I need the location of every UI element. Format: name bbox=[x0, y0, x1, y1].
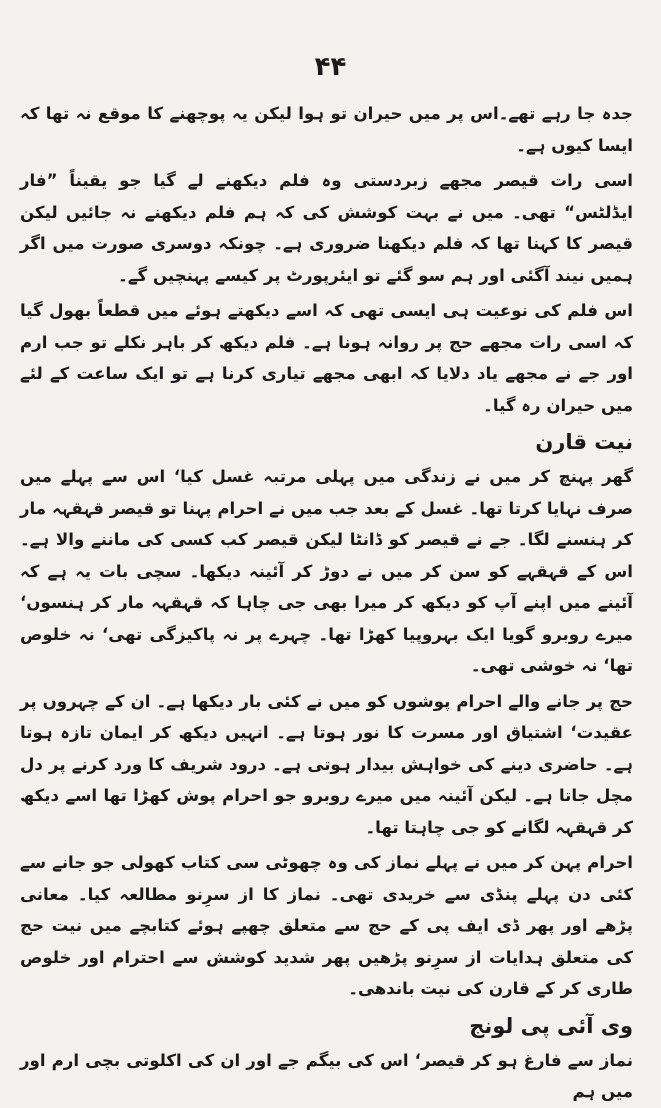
paragraph: جدہ جا رہے تھے۔اس پر میں حیران تو ہوا لیکن یہ پوچھنے کا موقع نہ تھا کہ ایسا کیوں ہے۔ bbox=[20, 104, 633, 155]
section-heading: نیت قارن bbox=[535, 430, 633, 454]
paragraph: اسی رات قیصر مجھے زبردستی وہ فلم دیکھنے لے گیا جو یقیناً ”فار ایڈلٹس“ تھی۔ میں نے بہت کوشش کی کہ ہم فلم دیکھنے نہ جائیں لیکن قیصر کا کہنا تھا کہ فلم دیکھنا ضروری ہے۔ چونکہ دوسری صورت میں اگر ہمیں نیند آگئی اور ہم سو گئے تو ایئرپورٹ پر کیسے پہنچیں گے۔ bbox=[20, 171, 633, 285]
page-content bbox=[20, 98, 633, 1108]
paragraph: احرام پہن کر میں نے پہلے نماز کی وہ چھوٹی سی کتاب کھولی جو جانے سے کئی دن پہلے پنڈی سے خریدی تھی۔ نماز کا از سرِنو مطالعہ کیا۔ معانی پڑھے اور پھر ڈی ایف پی کے حج سے متعلق چھپے ہوئے کتابچے میں نیت حج کی متعلق ہدایات از سرِنو پڑھیں پھر شدید کوشش سے احترام اور خلوص طاری کر کے قارن کی نیت باندھی۔ bbox=[20, 853, 633, 998]
section-heading: وی آئی پی لونج bbox=[469, 1013, 633, 1038]
paragraph: حج پر جانے والے احرام پوشوں کو میں نے کئی بار دیکھا ہے۔ ان کے چہروں پر عقیدت‘ اشتیاق اور مسرت کا نور ہوتا ہے۔ انہیں دیکھ کر ایمان تازہ ہوتا ہے۔ حاضری دینے کی خواہش بیدار ہوتی ہے۔ درود شریف کا ورد کرنے پر دل مچل جاتا ہے۔ لیکن آئینہ میں میرے روبرو جو احرام پوش کھڑا تھا اسے دیکھ کر قہقہہ لگانے کو جی چاہتا تھا۔ bbox=[20, 691, 633, 837]
paragraph: گھر پہنچ کر میں نے زندگی میں پہلی مرتبہ غسل کیا‘ اس سے پہلے میں صرف نہایا کرتا تھا۔ غسل کے بعد جب میں نے احرام پہنا تو قیصر قہقہہ مار کر ہنسنے لگا۔ جے نے قیصر کو ڈانٹا لیکن قیصر کب کسی کی ماننے والا ہے۔ اس کے قہقہے کو سن کر میں نے دوڑ کر آئینہ دیکھا۔ سچی بات یہ ہے کہ آئینے میں اپنے آپ کو دیکھ کر میرا بھی جی چاہا کہ قہقہہ مار کر ہنسوں‘ میرے روبرو گویا ایک بہروپیا کھڑا تھا۔ چہرے پر نہ پاکیزگی تھی‘ نہ خلوص تھا‘ نہ خوشی تھی۔ bbox=[20, 467, 633, 675]
paragraph: اس فلم کی نوعیت ہی ایسی تھی کہ اسے دیکھتے ہوئے میں قطعاً بھول گیا کہ اسی رات مجھے حج پر روانہ ہونا ہے۔ فلم دیکھ کر باہر نکلے تو جب ارم اور جے نے مجھے یاد دلایا کہ ابھی مجھے تیاری کرنا ہے تو ایک ساعت کے لئے میں حیران رہ گیا۔ bbox=[20, 301, 633, 415]
paragraph: نماز سے فارغ ہو کر قیصر‘ اس کی بیگم جے اور ان کی اکلوتی بچی ارم اور میں ہم bbox=[20, 1050, 633, 1101]
page-number: ۴۴ bbox=[314, 52, 347, 82]
